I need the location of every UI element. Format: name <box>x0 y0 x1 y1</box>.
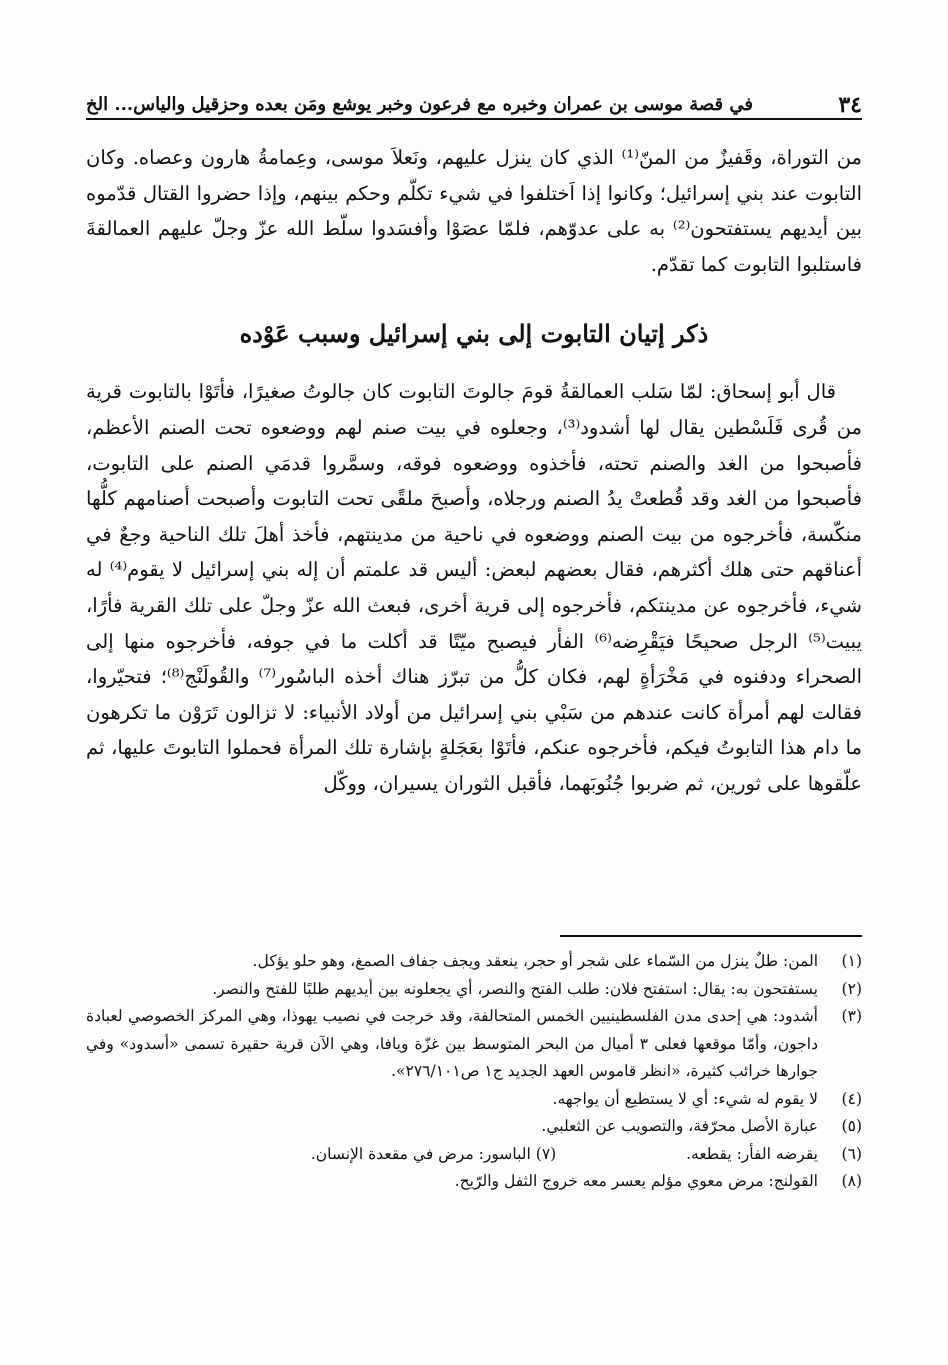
footnote-number: (٢) <box>841 979 862 998</box>
footnote-3 <box>86 1003 862 1086</box>
footnote-4 <box>86 1086 862 1114</box>
footnote-number: (٦) <box>841 1144 862 1163</box>
footnotes <box>86 948 862 1196</box>
footnote-1 <box>86 948 862 976</box>
footnote-number: (٥) <box>841 1117 862 1135</box>
footnote-text: أشدود: هي إحدى مدن الفلسطينيين الخمس المتحالفة، وقد خرجت في نصيب يهوذا، وهي المركز الخصوصي لعبادة داجون، وأمّا موقعها فعلى ٣ أميال من البحر المتوسط بين غزّة ويافا، وهي الآن قرية حقيرة تسمى «أسدود» وفي جوارها خرائب كثيرة، «انظر قاموس العهد الجديد ج١ ص٢٧٦/١٠١». <box>86 1007 818 1080</box>
footnote-number: (١) <box>841 952 862 970</box>
footnote-number: (٣) <box>841 1007 862 1025</box>
footnote-text-group <box>86 1141 818 1169</box>
footnote-8 <box>86 1168 862 1196</box>
footnote-5 <box>86 1113 862 1141</box>
main-text <box>86 140 862 802</box>
page-number: ٣٤ <box>838 92 862 118</box>
section-heading: ذكر إتيان التابوت إلى بني إسرائيل وسبب عَوْده <box>239 319 709 349</box>
footnote-text: لا يقوم له شيء: أي لا يستطيع أن يواجهه. <box>552 1089 818 1108</box>
footnote-text: يستفتحون به: يقال: استفتح فلان: طلب الفتح والنصر، أي يجعلونه بين أيديهم طلبًا للفتح والنصر. <box>212 979 818 998</box>
footnote-number: (٤) <box>841 1089 862 1108</box>
footnote-divider <box>560 935 862 937</box>
footnote-6-7 <box>86 1141 862 1169</box>
footnote-text: الباسور: مرض في مقعدة الإنسان. <box>310 1144 531 1163</box>
paragraph-2: قال أبو إسحاق: لمّا سَلب العمالقةُ قومَ جالوتَ التابوت كان جالوتُ صغيرًا، فأتَوْا بالتابوت قرية من قُرى فَلَسْطين يقال لها أشدود⁽³⁾، وجعلوه في بيت صنم لهم ووضعوه تحت الصنم الأعظم، فأصبحوا من الغد والصنم تحته، فأخذوه ووضعوه فوقه، وسمَّروا قدمَي الصنم على التابوت، فأصبحوا من الغد وقد قُطعتْ يدُ الصنم ورجلاه، وأصبحَ ملقًى تحت التابوت وأصبحت أصنامهم كلُّها منكّسة، فأخرجوه من بيت الصنم ووضعوه في ناحية من مدينتهم، فأخذ أهلَ تلك الناحية وجعٌ في أعناقهم حتى هلك أكثرهم، فقال بعضهم لبعض: أليس قد علمتم أن إله بني إسرائيل لا يقوم⁽⁴⁾ له شيء، فأخرجوه عن مدينتكم، فأخرجوه إلى قرية أخرى، فبعث الله عزّ وجلّ على تلك القرية فأرًا، يبيت⁽⁵⁾ الرجل صحيحًا فيَقْرِضه⁽⁶⁾ الفأر فيصبح ميّتًا قد أكلت ما في جوفه، فأخرجوه منها إلى الصحراء ودفنوه في مَخْرَأةٍ لهم، فكان كلُّ من تبرّز هناك أخذه الباسُور⁽⁷⁾ والقُولَنْج⁽⁸⁾؛ فتحيّروا، فقالت لهم أمرأة كانت عندهم من سَبْي بني إسرائيل من أولاد الأنبياء: لا تزالون تَرَوْن ما تكرهون ما دام هذا التابوتُ فيكم، فأخرجوه عنكم، فأتَوْا بعَجَلةٍ بإشارة تلك المرأة فحملوا التابوتَ عليها، ثم علّقوها على ثورين، ثم ضربوا جُنُوبَهما، فأقبل الثوران يسيران، ووكّل <box>86 380 862 795</box>
paragraph-1: من التوراة، وقَفيزٌ من المنّ⁽¹⁾ الذي كان ينزل عليهم، ونَعلاَ موسى، وعِمامةُ هارون وعصاه. وكان التابوت عند بني إسرائيل؛ وكانوا إذا اَختلفوا في شيء تكلّم وحكم بينهم، وإذا حضروا القتال قدّموه بين أيديهم يستفتحون⁽²⁾ به على عدوّهم، فلمّا عصَوْا وأفسَدوا سلّط الله عزّ وجلّ عليهم العمالقةَ فاستلبوا التابوت كما تقدّم. <box>86 146 863 276</box>
footnote-text: عبارة الأصل محرّفة، والتصويب عن الثعلبي. <box>541 1117 818 1135</box>
page-header <box>86 92 862 120</box>
footnote-text: يقرضه الفأر: يقطعه. <box>686 1144 818 1163</box>
running-title: في قصة موسى بن عمران وخبره مع فرعون وخبر يوشع ومَن بعده وحزقيل والياس... الخ <box>86 94 754 115</box>
footnote-text: القولنج: مرض معوي مؤلم يعسر معه خروج الثفل والرّيح. <box>454 1172 818 1190</box>
footnote-number: (٧) <box>535 1144 557 1163</box>
footnote-2 <box>86 976 862 1004</box>
footnote-text: المن: طلٌ ينزل من السّماء على شجر أو حجر، ينعقد ويجف جفاف الصمغ، وهو حلو يؤكل. <box>252 952 818 970</box>
footnote-number: (٨) <box>841 1172 862 1190</box>
